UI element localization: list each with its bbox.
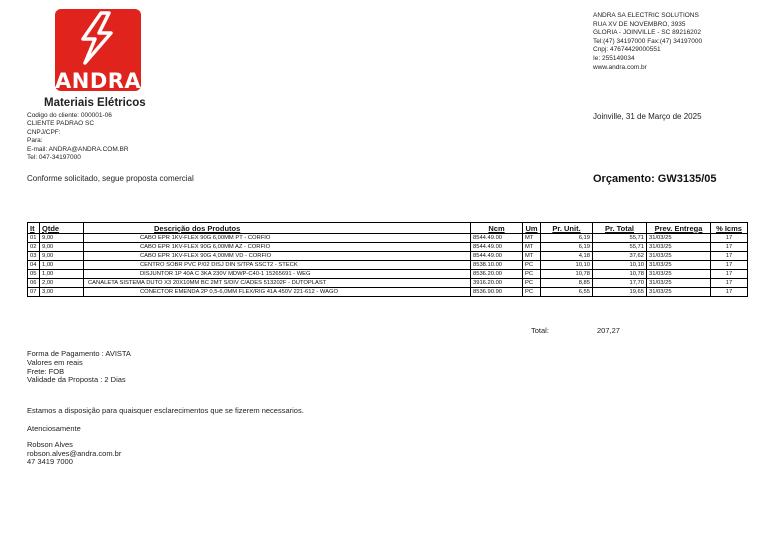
- cell-unit-price: 8,85: [541, 279, 593, 288]
- cell-item: 02: [28, 243, 40, 252]
- client-email: E-mail: ANDRA@ANDRA.COM.BR: [27, 145, 129, 153]
- cell-delivery: 31/03/25: [647, 288, 711, 297]
- cell-description: CENTRO SOBR PVC P/02 DISJ DIN S/TPA SSCT2 - STECK: [84, 261, 471, 270]
- cell-delivery: 31/03/25: [647, 279, 711, 288]
- cell-total-price: 37,62: [593, 252, 647, 261]
- cell-ncm: 8536.20.00: [471, 270, 523, 279]
- table-row: [28, 279, 748, 288]
- cell-description: CABO EPR 1KV-FLEX 90G 6,00MM PT - CORFIO: [84, 234, 471, 243]
- cell-unit: MT: [523, 243, 541, 252]
- cell-unit-price: 6,19: [541, 234, 593, 243]
- cell-unit-price: 10,10: [541, 261, 593, 270]
- cell-qty: 3,00: [40, 288, 84, 297]
- column-header: Pr. Total: [593, 223, 647, 234]
- cell-description: CONECTOR EMENDA 2P 0,5-6,0MM FLEX/RIG 41A 450V 221-612 - WAGO: [84, 288, 471, 297]
- client-code: Codigo do cliente: 000001-06: [27, 112, 112, 119]
- cell-icms: 17: [711, 261, 748, 270]
- cell-qty: 1,00: [40, 261, 84, 270]
- cell-unit: MT: [523, 252, 541, 261]
- cell-qty: 9,00: [40, 243, 84, 252]
- signer-email: robson.alves@andra.com.br: [27, 448, 122, 458]
- freight: Frete: FOB: [27, 366, 65, 376]
- andra-logo: [55, 9, 141, 91]
- cell-icms: 17: [711, 252, 748, 261]
- column-header: Ncm: [471, 223, 523, 234]
- cell-delivery: 31/03/25: [647, 252, 711, 261]
- payment-method: Forma de Pagamento : AVISTA: [27, 349, 131, 358]
- cell-unit: PC: [523, 261, 541, 270]
- table-row: [28, 288, 748, 297]
- cell-description: DISJUNTOR 1P 40A C 3KA 230V MDWP-C40-1 15265691 - WEG: [84, 270, 471, 279]
- column-header: Descrição dos Produtos: [84, 223, 471, 234]
- company-name: ANDRA SA ELECTRIC SOLUTIONS: [593, 12, 699, 19]
- cell-unit-price: 4,18: [541, 252, 593, 261]
- currency-note: Valores em reais: [27, 357, 83, 367]
- client-para: Para:: [27, 137, 43, 145]
- regards: Atenciosamente: [27, 424, 81, 433]
- availability-note: Estamos a disposição para quaisquer esclarecimentos que se fizerem necessarios.: [27, 406, 304, 415]
- cell-delivery: 31/03/25: [647, 234, 711, 243]
- client-name: CLIENTE PADRAO SC: [27, 120, 95, 128]
- items-table: [27, 222, 748, 297]
- company-cnpj: Cnpj: 47674429000551: [593, 46, 661, 54]
- cell-ncm: 8538.10.00: [471, 261, 523, 270]
- logo-subtitle: Materiais Elétricos: [44, 97, 146, 109]
- company-ie: Ie: 255149034: [593, 54, 635, 62]
- cell-unit-price: 10,78: [541, 270, 593, 279]
- cell-total-price: 17,70: [593, 279, 647, 288]
- cell-qty: 9,00: [40, 252, 84, 261]
- cell-description: CABO EPR 1KV-FLEX 90G 6,00MM AZ - CORFIO: [84, 243, 471, 252]
- cell-item: 06: [28, 279, 40, 288]
- company-website: www.andra.com.br: [593, 63, 647, 71]
- cell-icms: 17: [711, 270, 748, 279]
- cell-unit-price: 6,55: [541, 288, 593, 297]
- company-phone: Tel:(47) 34197000 Fax:(47) 34197000: [593, 37, 703, 45]
- cell-total-price: 19,65: [593, 288, 647, 297]
- signer-name: Robson Alves: [27, 440, 73, 449]
- column-header: Prev. Entrega: [647, 223, 711, 234]
- table-row: [28, 243, 748, 252]
- intro-text: Conforme solicitado, segue proposta comercial: [27, 174, 194, 183]
- cell-total-price: 55,71: [593, 243, 647, 252]
- cell-icms: 17: [711, 279, 748, 288]
- table-header-row: [28, 223, 748, 234]
- table-row: [28, 261, 748, 270]
- lightning-bolt-icon: [55, 9, 141, 69]
- cell-delivery: 31/03/25: [647, 270, 711, 279]
- client-cnpj: CNPJ/CPF:: [27, 128, 61, 136]
- cell-item: 07: [28, 288, 40, 297]
- column-header: Qtde: [40, 223, 84, 234]
- cell-unit: MT: [523, 234, 541, 243]
- cell-ncm: 8544.49.00: [471, 234, 523, 243]
- cell-delivery: 31/03/25: [647, 243, 711, 252]
- cell-item: 04: [28, 261, 40, 270]
- cell-delivery: 31/03/25: [647, 261, 711, 270]
- cell-description: CANALETA SISTEMA DUTO X3 20X10MM BC 2MT S/DIV C/ADES 513202F - DUTOPLAST: [84, 279, 471, 288]
- payment-terms: [27, 350, 131, 385]
- cell-icms: 17: [711, 234, 748, 243]
- client-info: [27, 112, 129, 162]
- total-label: Total:: [531, 326, 549, 335]
- cell-description: CABO EPR 1KV-FLEX 90G 4,00MM VD - CORFIO: [84, 252, 471, 261]
- document-date: Joinville, 31 de Março de 2025: [593, 112, 702, 121]
- cell-total-price: 10,78: [593, 270, 647, 279]
- client-phone: Tel: 047-34197000: [27, 154, 81, 162]
- column-header: It: [28, 223, 40, 234]
- logo-wordmark: ANDRA: [55, 69, 142, 93]
- cell-item: 05: [28, 270, 40, 279]
- cell-qty: 1,00: [40, 270, 84, 279]
- total-value: 207,27: [597, 326, 620, 335]
- cell-unit: PC: [523, 279, 541, 288]
- cell-icms: 17: [711, 288, 748, 297]
- cell-total-price: 10,10: [593, 261, 647, 270]
- column-header: % Icms: [711, 223, 748, 234]
- table-row: [28, 252, 748, 261]
- cell-item: 01: [28, 234, 40, 243]
- cell-unit-price: 6,19: [541, 243, 593, 252]
- cell-ncm: 3916.20.00: [471, 279, 523, 288]
- cell-unit: PC: [523, 288, 541, 297]
- cell-ncm: 8544.49.00: [471, 243, 523, 252]
- company-info: [593, 12, 702, 72]
- table-row: [28, 234, 748, 243]
- cell-total-price: 55,71: [593, 234, 647, 243]
- column-header: Um: [523, 223, 541, 234]
- company-city: GLORIA - JOINVILLE - SC 89216202: [593, 29, 702, 37]
- company-address: RUA XV DE NOVEMBRO, 3935: [593, 20, 686, 28]
- cell-item: 03: [28, 252, 40, 261]
- cell-ncm: 8544.49.00: [471, 252, 523, 261]
- cell-qty: 2,00: [40, 279, 84, 288]
- cell-qty: 9,00: [40, 234, 84, 243]
- cell-unit: PC: [523, 270, 541, 279]
- cell-icms: 17: [711, 243, 748, 252]
- quote-title: Orçamento: GW3135/05: [593, 173, 717, 185]
- table-row: [28, 270, 748, 279]
- column-header: Pr. Unit.: [541, 223, 593, 234]
- signer-phone: 47 3419 7000: [27, 457, 73, 467]
- proposal-validity: Validade da Proposta : 2 Dias: [27, 375, 126, 385]
- signature: [27, 441, 121, 467]
- cell-ncm: 8536.90.90: [471, 288, 523, 297]
